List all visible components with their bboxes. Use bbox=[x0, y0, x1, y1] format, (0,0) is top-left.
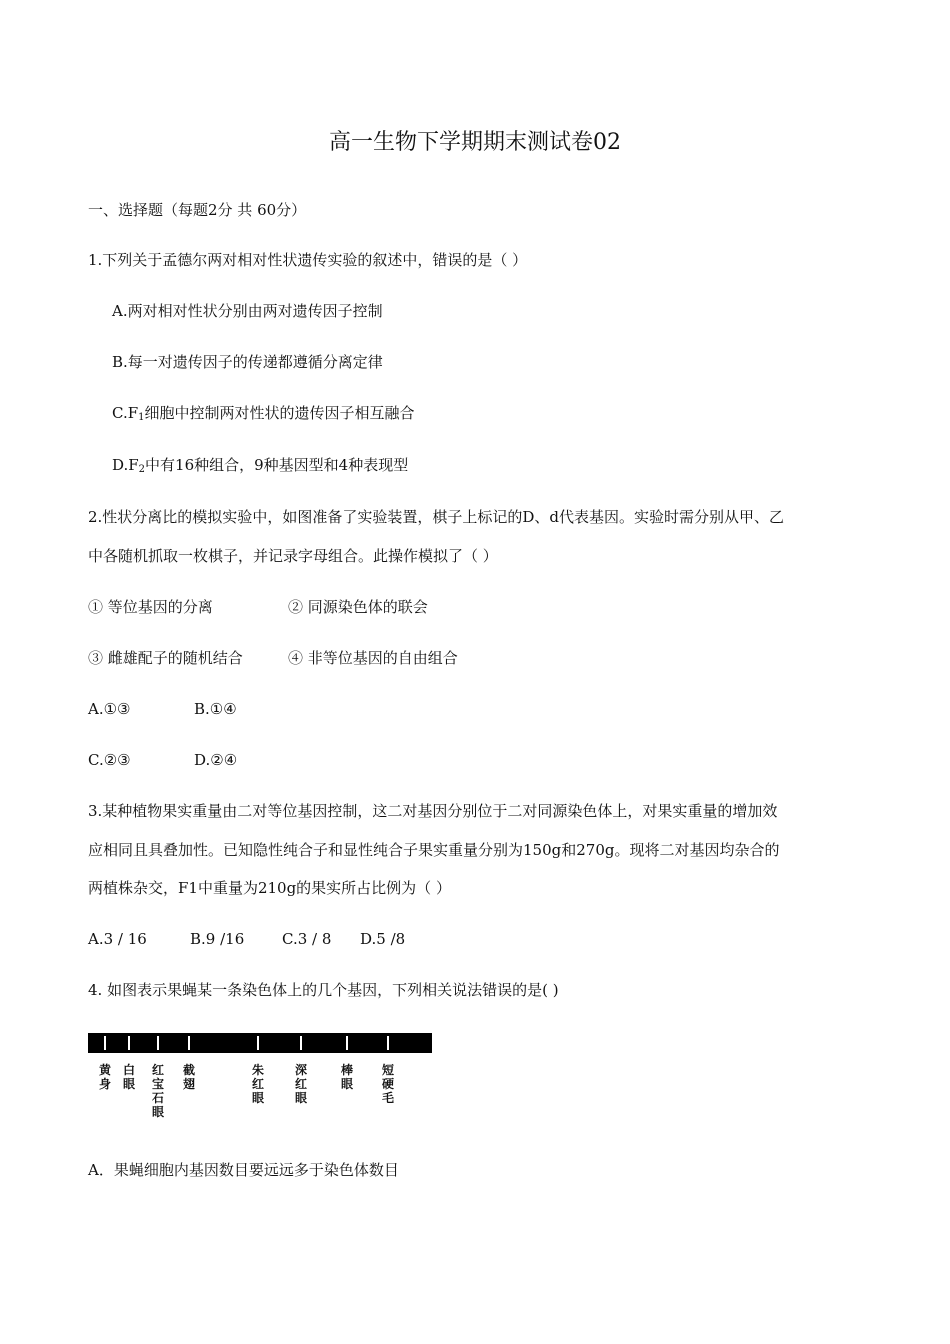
question-3-option-c: C.3 / 8 bbox=[282, 930, 332, 948]
gene-label: 白眼 bbox=[122, 1063, 135, 1091]
gene-locus-tick bbox=[128, 1036, 130, 1050]
question-4-option-a: A．果蝇细胞内基因数目要远远多于染色体数目 bbox=[88, 1161, 399, 1179]
question-3-stem-line-1: 3.某种植物果实重量由二对等位基因控制，这二对基因分别位于二对同源染色体上，对果实重量的增加效 bbox=[88, 802, 778, 820]
question-3-stem-line-2: 应相同且具叠加性。已知隐性纯合子和显性纯合子果实重量分别为150g和270g。现将二对基因均杂合的 bbox=[88, 841, 780, 859]
option-c-prefix: C.F bbox=[112, 404, 139, 422]
option-c-text: 细胞中控制两对性状的遗传因子相互融合 bbox=[144, 404, 415, 422]
question-2-statements-row-1 bbox=[88, 597, 428, 617]
question-2-options-row-1 bbox=[88, 699, 237, 719]
page-title: 高一生物下学期期末测试卷02 bbox=[329, 130, 621, 155]
question-3-option-d: D.5 /8 bbox=[360, 930, 406, 948]
gene-locus-tick bbox=[257, 1036, 259, 1050]
gene-locus-tick bbox=[104, 1036, 106, 1050]
question-4-stem: 4. 如图表示果蝇某一条染色体上的几个基因，下列相关说法错误的是( ) bbox=[88, 981, 559, 999]
gene-label: 截翅 bbox=[182, 1063, 195, 1091]
question-1-option-c bbox=[112, 403, 415, 428]
gene-label: 短硬毛 bbox=[381, 1063, 394, 1105]
question-2-option-d: D.②④ bbox=[194, 751, 238, 769]
question-2-option-b: B.①④ bbox=[194, 700, 237, 718]
gene-label: 红宝石眼 bbox=[151, 1063, 164, 1119]
gene-locus-tick bbox=[300, 1036, 302, 1050]
question-2-statements-row-2 bbox=[88, 648, 458, 668]
gene-locus-tick bbox=[346, 1036, 348, 1050]
statement-3: ③ 雌雄配子的随机结合 bbox=[88, 649, 243, 667]
question-1-option-a: A.两对相对性状分别由两对遗传因子控制 bbox=[112, 302, 383, 320]
question-3-stem-line-3: 两植株杂交，F1中重量为210g的果实所占比例为（ ） bbox=[88, 879, 451, 897]
section-heading: 一、选择题（每题2分 共 60分） bbox=[88, 201, 307, 219]
question-1-option-b: B.每一对遗传因子的传递都遵循分离定律 bbox=[112, 353, 383, 371]
chromosome-gene-diagram bbox=[88, 1033, 438, 1128]
question-3-option-a: A.3 / 16 bbox=[88, 930, 147, 948]
gene-label: 深红眼 bbox=[294, 1063, 307, 1105]
chromosome-bar bbox=[88, 1033, 432, 1053]
question-3-option-b: B.9 /16 bbox=[190, 930, 245, 948]
option-d-prefix: D.F bbox=[112, 456, 139, 474]
gene-label: 棒眼 bbox=[340, 1063, 353, 1091]
question-1-stem: 1.下列关于孟德尔两对相对性状遗传实验的叙述中，错误的是（ ） bbox=[88, 251, 528, 269]
gene-locus-tick bbox=[387, 1036, 389, 1050]
statement-2: ② 同源染色体的联会 bbox=[288, 598, 428, 616]
gene-label: 朱红眼 bbox=[251, 1063, 264, 1105]
question-2-option-a: A.①③ bbox=[88, 700, 131, 718]
question-3-options bbox=[88, 929, 405, 949]
statement-4: ④ 非等位基因的自由组合 bbox=[288, 649, 458, 667]
question-2-stem-line-2: 中各随机抓取一枚棋子，并记录字母组合。此操作模拟了（ ） bbox=[88, 547, 498, 565]
statement-1: ① 等位基因的分离 bbox=[88, 598, 213, 616]
gene-locus-tick bbox=[188, 1036, 190, 1050]
option-d-text: 中有16种组合，9种基因型和4种表现型 bbox=[145, 456, 409, 474]
question-2-option-c: C.②③ bbox=[88, 751, 131, 769]
subscript-1: 1 bbox=[138, 412, 145, 423]
question-1-option-d bbox=[112, 455, 408, 480]
gene-locus-tick bbox=[157, 1036, 159, 1050]
question-2-stem-line-1: 2.性状分离比的模拟实验中，如图准备了实验装置，棋子上标记的D、d代表基因。实验时需分别从甲、乙 bbox=[88, 508, 784, 526]
gene-label: 黄身 bbox=[98, 1063, 111, 1091]
subscript-2: 2 bbox=[138, 464, 146, 475]
question-2-options-row-2 bbox=[88, 750, 237, 770]
